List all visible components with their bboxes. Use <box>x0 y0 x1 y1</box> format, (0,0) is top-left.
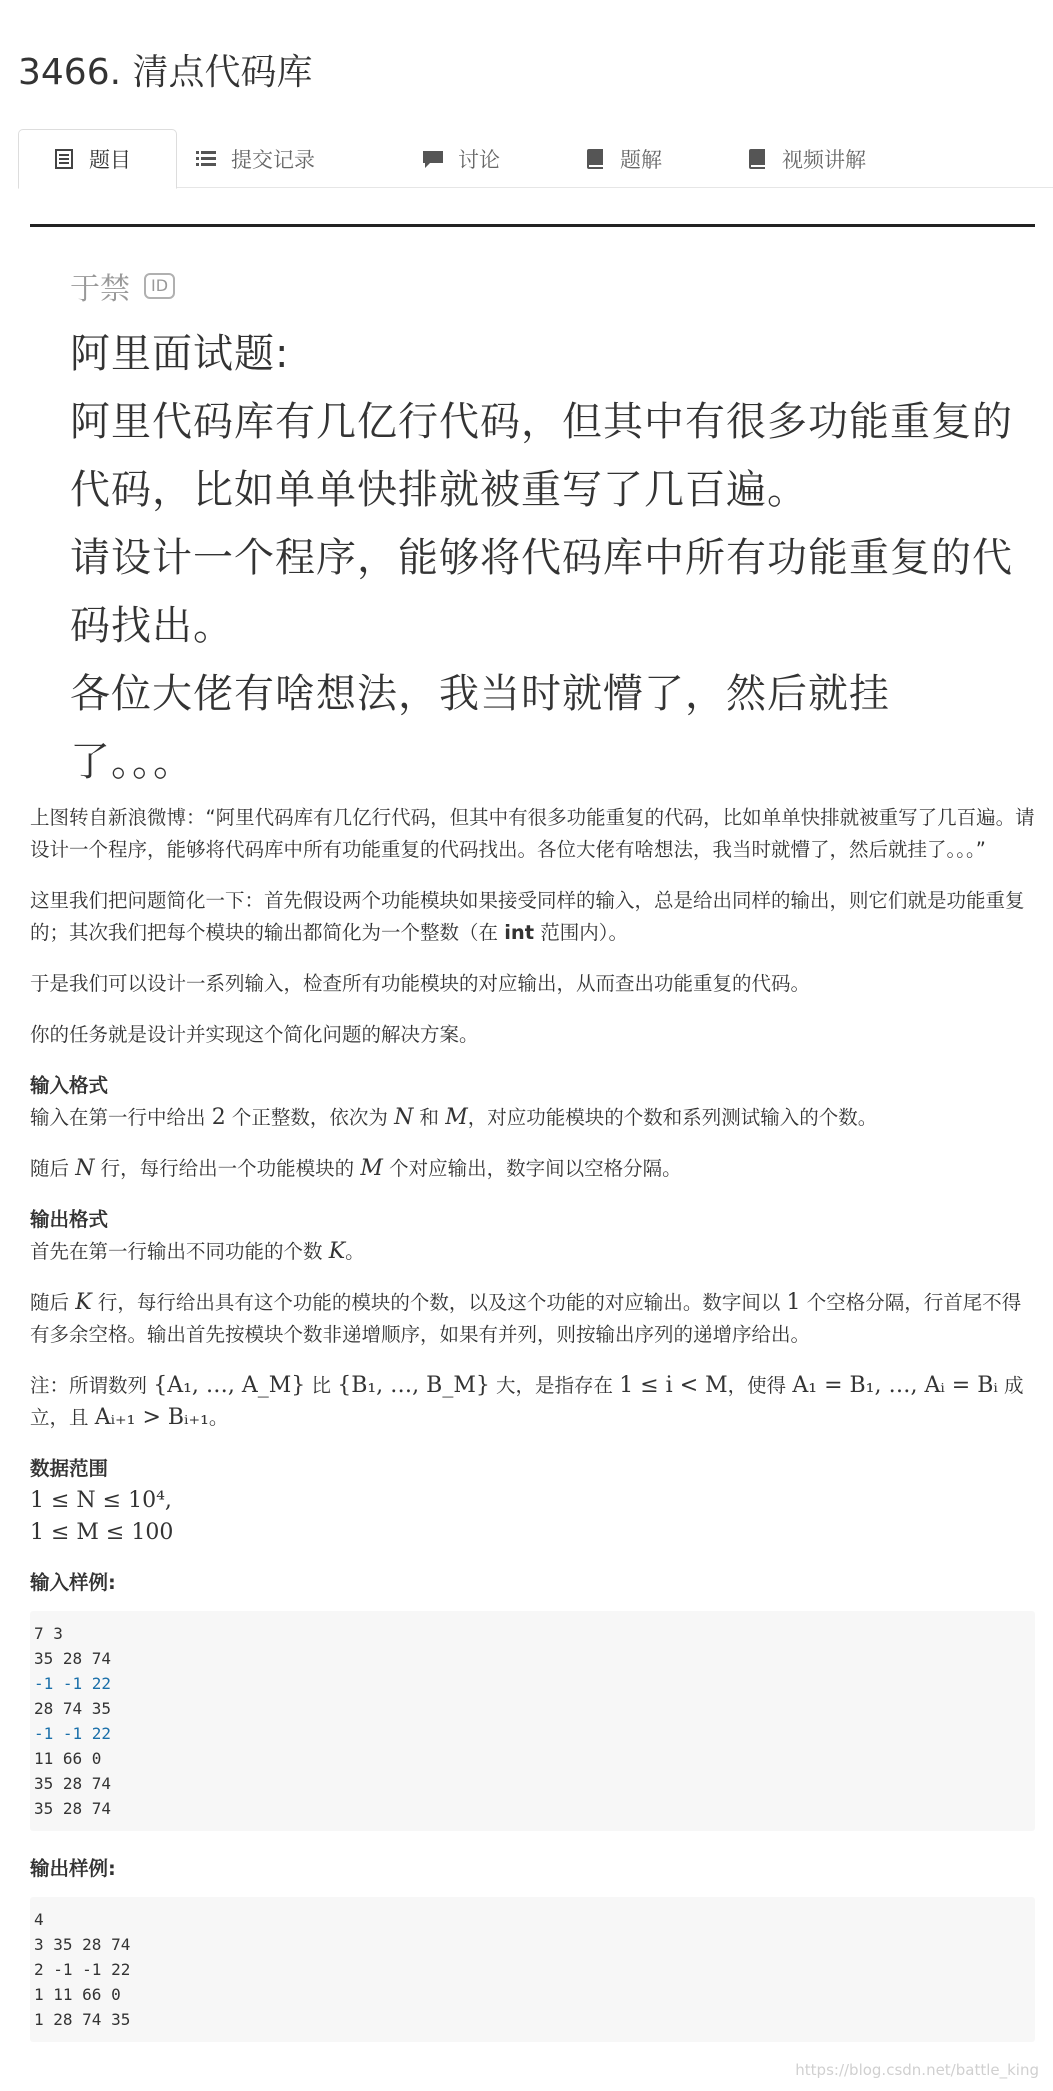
tab-label: 题解 <box>620 147 662 172</box>
weibo-line: 请设计一个程序，能够将代码库中所有功能重复的代 <box>70 535 1013 581</box>
weibo-username: 于禁 <box>70 272 130 307</box>
sample-output-heading: 输出样例: <box>30 1857 116 1880</box>
watermark: https://blog.csdn.net/battle_king <box>795 2061 1039 2079</box>
tab-discussion[interactable] <box>422 129 532 188</box>
code-line: 28 74 35 <box>34 1699 112 1718</box>
weibo-line: 代码，比如单单快排就被重写了几百遍。 <box>70 467 808 513</box>
tab-label: 提交记录 <box>231 147 315 172</box>
weibo-line: 阿里代码库有几亿行代码，但其中有很多功能重复的 <box>70 399 1013 445</box>
book-icon <box>746 148 768 170</box>
paragraph: 上图转自新浪微博：“阿里代码库有几亿行代码，但其中有很多功能重复的代码，比如单单快排就被重写了几百遍。请设计一个程序，能够将代码库中所有功能重复的代码找出。各位大佬有啥想法，我当时就懵了，然后就挂了。。。” <box>30 806 1035 861</box>
paragraph: 于是我们可以设计一系列输入，检查所有功能模块的对应输出，从而查出功能重复的代码。 <box>30 972 811 995</box>
book-icon <box>584 148 606 170</box>
tab-label: 题目 <box>89 148 131 172</box>
id-badge: ID <box>144 273 175 299</box>
paragraph: 这里我们把问题简化一下：首先假设两个功能模块如果接受同样的输入，总是给出同样的输出，则它们就是功能重复的；其次我们把每个模块的输出都简化为一个整数（在 int 范围内）。 <box>30 889 1025 944</box>
input-format-heading: 输入格式 <box>30 1074 109 1097</box>
document-icon <box>53 148 75 170</box>
sample-output-code[interactable] <box>30 1897 1035 2042</box>
paragraph: 注：所谓数列 {A₁, …, A_M} 比 {B₁, …, B_M} 大，是指存在 1 ≤ i < M，使得 A₁ = B₁, …, Aᵢ = Bᵢ 成立，且 Aᵢ₊₁ > Bᵢ₊₁。 <box>30 1373 1024 1430</box>
paragraph: 你的任务就是设计并实现这个简化问题的解决方案。 <box>30 1023 479 1046</box>
tab-label: 视频讲解 <box>782 147 866 172</box>
sample-input-code[interactable] <box>30 1611 1035 1831</box>
chat-icon <box>422 148 444 170</box>
tab-label: 讨论 <box>458 147 500 172</box>
paragraph: 随后 K 行，每行给出具有这个功能的模块的个数，以及这个功能的对应输出。数字间以 1 个空格分隔，行首尾不得有多余空格。输出首先按模块个数非递增顺序，如果有并列，则按输出序列的递增序给出。 <box>30 1290 1022 1346</box>
tab-video[interactable] <box>746 129 896 188</box>
paragraph: 随后 N 行，每行给出一个功能模块的 M 个对应输出，数字间以空格分隔。 <box>30 1156 682 1181</box>
code-line: 35 28 74 <box>34 1799 112 1818</box>
problem-title: 3466. 清点代码库 <box>18 52 313 93</box>
divider <box>30 224 1035 227</box>
range-line: 1 ≤ N ≤ 10⁴, <box>30 1488 172 1513</box>
tab-bar <box>18 129 1053 188</box>
output-format-heading: 输出格式 <box>30 1208 109 1231</box>
int-keyword: int <box>504 921 535 944</box>
code-line: 4 <box>34 1910 44 1929</box>
weibo-line: 阿里面试题: <box>70 331 290 377</box>
code-line: 35 28 74 <box>34 1649 112 1668</box>
weibo-line: 各位大佬有啥想法，我当时就懵了，然后就挂 <box>70 671 890 717</box>
data-range-heading: 数据范围 <box>30 1457 109 1480</box>
weibo-line: 了。。。 <box>70 739 194 785</box>
paragraph: 输入在第一行中给出 2 个正整数，依次为 N 和 M，对应功能模块的个数和系列测试输入的个数。 <box>30 1105 878 1130</box>
code-line: 11 66 0 <box>34 1749 102 1768</box>
tab-submissions[interactable] <box>195 129 345 188</box>
problem-description <box>30 802 1035 2064</box>
weibo-line: 码找出。 <box>70 603 234 649</box>
code-line: 2 -1 -1 22 <box>34 1960 131 1979</box>
sample-input-heading: 输入样例: <box>30 1571 116 1594</box>
code-line: 35 28 74 <box>34 1774 112 1793</box>
weibo-user <box>70 262 1000 310</box>
list-icon <box>195 148 217 170</box>
code-line: 1 11 66 0 <box>34 1985 121 2004</box>
code-line: 7 3 <box>34 1624 63 1643</box>
code-line: -1 -1 22 <box>34 1724 112 1743</box>
tab-problem[interactable] <box>18 129 177 189</box>
weibo-screenshot <box>70 262 1013 796</box>
code-line: 3 35 28 74 <box>34 1935 131 1954</box>
paragraph: 首先在第一行输出不同功能的个数 K。 <box>30 1239 365 1264</box>
tab-solutions[interactable] <box>584 129 694 188</box>
code-line: -1 -1 22 <box>34 1674 112 1693</box>
range-line: 1 ≤ M ≤ 100 <box>30 1520 174 1545</box>
code-line: 1 28 74 35 <box>34 2010 131 2029</box>
